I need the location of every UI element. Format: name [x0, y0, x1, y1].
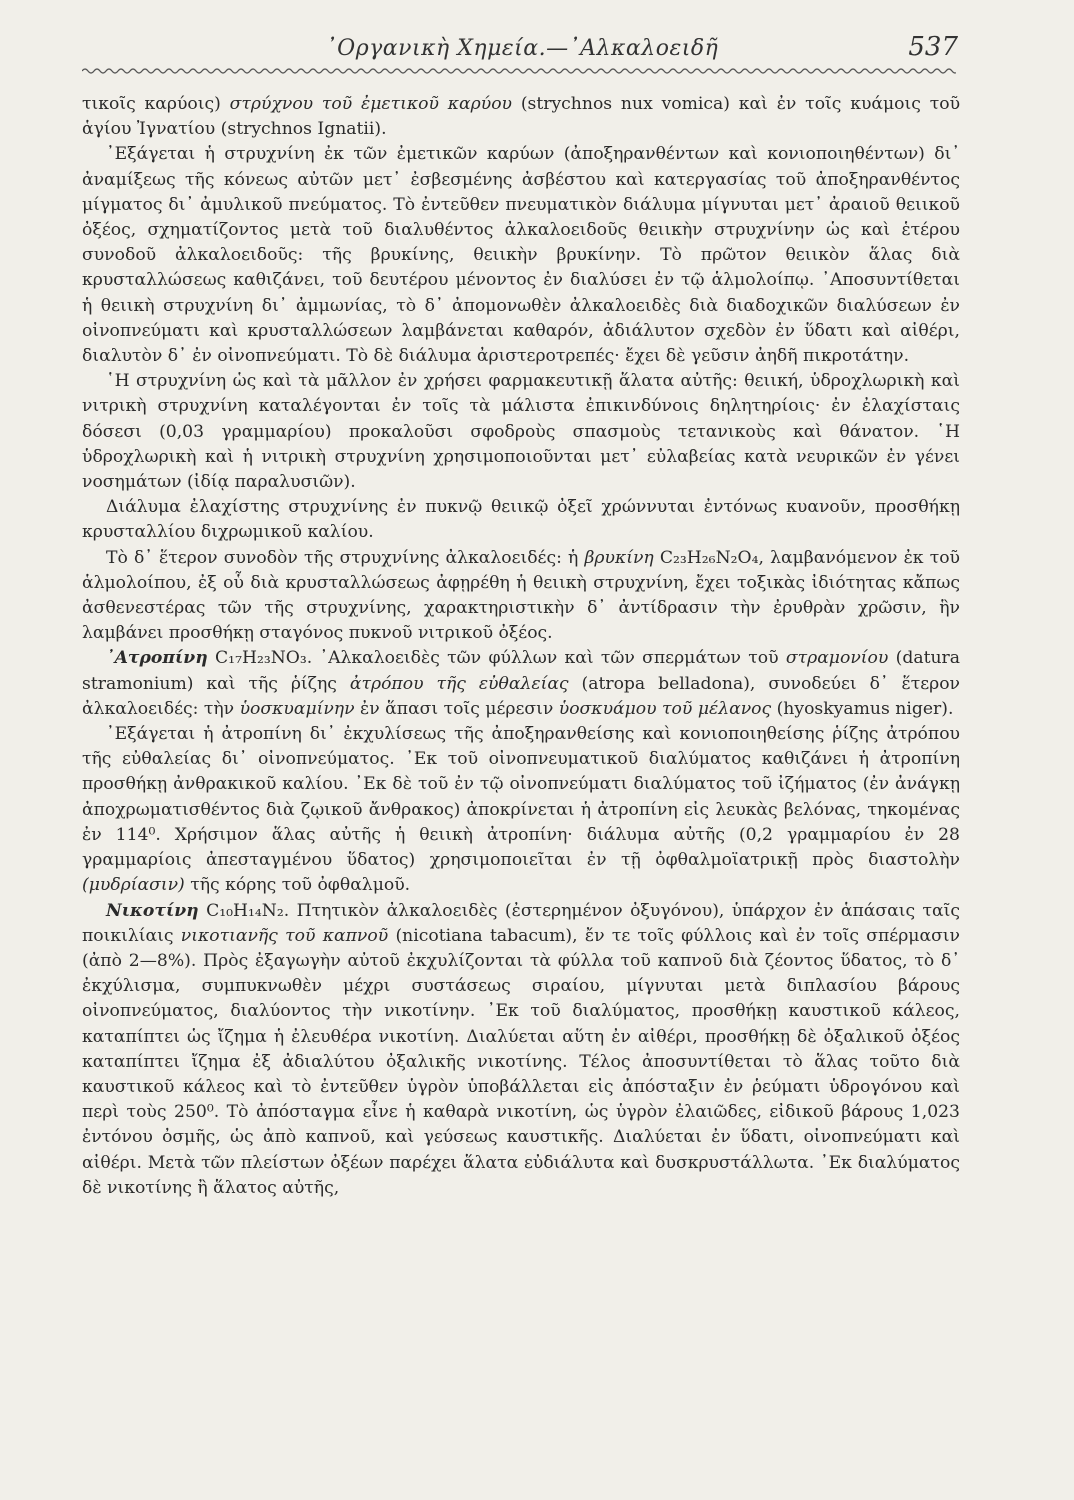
- paragraph-strychnine-source: τικοῖς καρύοις) στρύχνου τοῦ ἐμετικοῦ καρύου (strychnos nux vomica) καὶ ἐν τοῖς κυάμοις τοῦ ἁγίου Ἰγνατίου (strychnos Ignatii).: [82, 94, 961, 140]
- running-header: [82, 30, 962, 70]
- nicotine-formula: C₁₀H₁₄N₂: [206, 900, 284, 921]
- paragraph-atropine: ᾿Ατροπίνη C₁₇H₂₃NO₃. ᾿Αλκαλοειδὲς τῶν φύλλων καὶ τῶν σπερμάτων τοῦ στραμονίου (datura stramonium) καὶ τῆς ῥίζης ἀτρόπου τῆς εὐθαλείας (atropa belladona), συνοδεύει δ᾿ ἕτερον ἀλκαλοειδές: τὴν ὑοσκυαμίνην ἐν ἅπασι τοῖς μέρεσιν ὑοσκυάμου τοῦ μέλανος (hyoskyamus niger).: [82, 648, 961, 719]
- paragraph-strychnine-toxicity: ῾Η στρυχνίνη ὡς καὶ τὰ μᾶλλον ἐν χρήσει φαρμακευτικῇ ἅλατα αὐτῆς: θειική, ὑδροχλωρικὴ καὶ νιτρικὴ στρυχνίνη καταλέγονται ἐν τοῖς τὰ μάλιστα ἐπικινδύνοις δηλητηρίοις· ἐν ἐλαχίσταις δόσεσι (0,03 γραμμαρίου) προκαλοῦσι σφοδροὺς σπασμοὺς τετανικοὺς καὶ θάνατον. ῾Η ὑδροχλωρικὴ καὶ ἡ νιτρικὴ στρυχνίνη χρησιμοποιοῦνται μετ᾿ εὐλαβείας κατὰ νευρικῶν ἐν γένει νοσημάτων (ἰδίᾳ παραλυσιῶν).: [82, 371, 960, 493]
- body-text: [82, 92, 960, 1201]
- paragraph-brucine: Τὸ δ᾿ ἕτερον συνοδὸν τῆς στρυχνίνης ἀλκαλοειδές: ἡ βρυκίνη C₂₃H₂₆N₂O₄, λαμβανόμενον ἐκ τοῦ ἁλμολοίπου, ἐξ οὗ διὰ κρυσταλλώσεως ἀφῃρέθη ἡ θειικὴ στρυχνίνη, ἔχει τοξικὰς ἰδιότητας κἄπως ἀσθενεστέρας τῶν τῆς στρυχνίνης, χαρακτηριστικὴν δ᾿ ἀντίδρασιν τὴν ἐρυθρὰν χρῶσιν, ἣν λαμβάνει προσθήκῃ σταγόνος πυκνοῦ νιτρικοῦ ὀξέος.: [82, 547, 960, 644]
- paragraph-atropine-extraction: ᾿Εξάγεται ἡ ἀτροπίνη δι᾿ ἐκχυλίσεως τῆς ἀποξηρανθείσης καὶ κονιοποιηθείσης ῥίζης ἀτρόπου τῆς εὐθαλείας δι᾿ οἰνοπνεύματος. ᾿Εκ τοῦ οἰνοπνευματικοῦ διαλύματος καθιζάνει ἡ ἀτροπίνη προσθήκῃ ἀνθρακικοῦ καλίου. ᾿Εκ δὲ τοῦ ἐν τῷ οἰνοπνεύματι διαλύματος τοῦ ἰζήματος (ἐν ἀνάγκῃ ἀποχρωματισθέντος διὰ ζῳικοῦ ἄνθρακος) ἀποκρίνεται ἡ ἀτροπίνη εἰς λευκὰς βελόνας, τηκομένας ἐν 114⁰. Χρήσιμον ἅλας αὐτῆς ἡ θειικὴ ἀτροπίνη· διάλυμα αὐτῆς (0,2 γραμμαρίου ἐν 28 γραμμαρίοις ἀπεσταγμένου ὕδατος) χρησιμοποιεῖται ἐν τῇ ὀφθαλμοϊατρικῇ πρὸς διαστολὴν (μυδρίασιν) τῆς κόρης τοῦ ὀφθαλμοῦ.: [82, 724, 960, 896]
- running-title: ᾿Οργανικὴ Χημεία.—᾿Αλκαλοειδῆ: [325, 36, 719, 61]
- paragraph-strychnine-extraction: ᾿Εξάγεται ἡ στρυχνίνη ἐκ τῶν ἐμετικῶν καρύων (ἀποξηρανθέντων καὶ κονιοποιηθέντων) δι᾿ ἀναμίξεως τῆς κόνεως αὐτῶν μετ᾿ ἐσβεσμένης ἀσβέστου καὶ κατεργασίας τοῦ ἀποξηρανθέντος μίγματος δι᾿ ἀμυλικοῦ πνεύματος. Τὸ ἐντεῦθεν πνευματικὸν διάλυμα μίγνυται μετ᾿ ἀραιοῦ θειικοῦ ὀξέος, σχηματίζοντος μετὰ τοῦ διαλυθέντος ἀλκαλοειδοῦς θειικὴν στρυχνίνην ὡς καὶ ἑτέρου συνοδοῦ ἀλκαλοειδοῦς: τῆς βρυκίνης, θειικὴν βρυκίνην. Τὸ πρῶτον θειικὸν ἅλας διὰ κρυσταλλώσεως καθιζάνει, τοῦ δευτέρου μένοντος ἐν διαλύσει ἐν τῷ ἁλμολοίπῳ. ᾿Αποσυντίθεται ἡ θειικὴ στρυχνίνη δι᾿ ἀμμωνίας, τὸ δ᾿ ἀπομονωθὲν ἀλκαλοειδὲς διὰ διαδοχικῶν διαλύσεων ἐν οἰνοπνεύματι καὶ κρυσταλλώσεων λαμβάνεται καθαρόν, ἀδιάλυτον σχεδὸν ἐν ὕδατι καὶ αἰθέρι, διαλυτὸν δ᾿ ἐν οἰνοπνεύματι. Τὸ δὲ διάλυμα ἀριστεροτρεπές· ἔχει δὲ γεῦσιν ἀηδῆ πικροτάτην.: [82, 144, 960, 367]
- wavy-rule: [82, 66, 956, 76]
- nicotine-heading: Νικοτίνη: [106, 900, 199, 921]
- paragraph-strychnine-test: Διάλυμα ἐλαχίστης στρυχνίνης ἐν πυκνῷ θειικῷ ὀξεῖ χρώννυται ἐντόνως κυανοῦν, προσθήκῃ κρυσταλλίου διχρωμικοῦ καλίου.: [82, 497, 960, 543]
- page-number: 537: [908, 32, 958, 62]
- atropine-heading: ᾿Ατροπίνη: [106, 648, 208, 669]
- paragraph-nicotine: Νικοτίνη C₁₀H₁₄N₂. Πτητικὸν ἀλκαλοειδὲς (ἐστερημένον ὀξυγόνου), ὑπάρχον ἐν ἁπάσαις ταῖς ποικιλίαις νικοτιανῆς τοῦ καπνοῦ (nicotiana tabacum), ἔν τε τοῖς φύλλοις καὶ ἐν τοῖς σπέρμασιν (ἀπὸ 2—8%). Πρὸς ἐξαγωγὴν αὐτοῦ ἐκχυλίζονται τὰ φύλλα τοῦ καπνοῦ διὰ ζέοντος ὕδατος, τὸ δ᾿ ἐκχύλισμα, συμπυκνωθὲν μέχρι συστάσεως σιραίου, μίγνυται μετὰ διπλασίου βάρους οἰνοπνεύματος, διαλύοντος τὴν νικοτίνην. ᾿Εκ τοῦ διαλύματος, προσθήκῃ καυστικοῦ κάλεος, καταπίπτει ὡς ἴζημα ἡ ἐλευθέρα νικοτίνη. Διαλύεται αὕτη ἐν αἰθέρι, προσθήκῃ δὲ ὀξαλικοῦ ὀξέος καταπίπτει ἴζημα ἐξ ἀδιαλύτου ὀξαλικῆς νικοτίνης. Τέλος ἀποσυντίθεται τὸ ἅλας τοῦτο διὰ καυστικοῦ κάλεος καὶ τὸ ἐντεῦθεν ὑγρὸν ὑποβάλλεται εἰς ἀπόσταξιν ἐν ῥεύματι ὑδρογόνου καὶ περὶ τοὺς 250⁰. Τὸ ἀπόσταγμα εἶνε ἡ καθαρὰ νικοτίνη, ὡς ὑγρὸν ἐλαιῶδες, εἰδικοῦ βάρους 1,023 ἐντόνου ὀσμῆς, ὡς ἀπὸ καπνοῦ, καὶ γεύσεως καυστικῆς. Διαλύεται ἐν ὕδατι, οἰνοπνεύματι καὶ αἰθέρι. Μετὰ τῶν πλείστων ὀξέων παρέχει ἅλατα εὐδιάλυτα καὶ δυσκρυστάλλωτα. ᾿Εκ διαλύματος δὲ νικοτίνης ἢ ἅλατος αὐτῆς,: [82, 900, 960, 1198]
- atropine-formula: C₁₇H₂₃NO₃: [215, 648, 307, 669]
- brucine-formula: C₂₃H₂₆N₂O₄: [659, 547, 759, 568]
